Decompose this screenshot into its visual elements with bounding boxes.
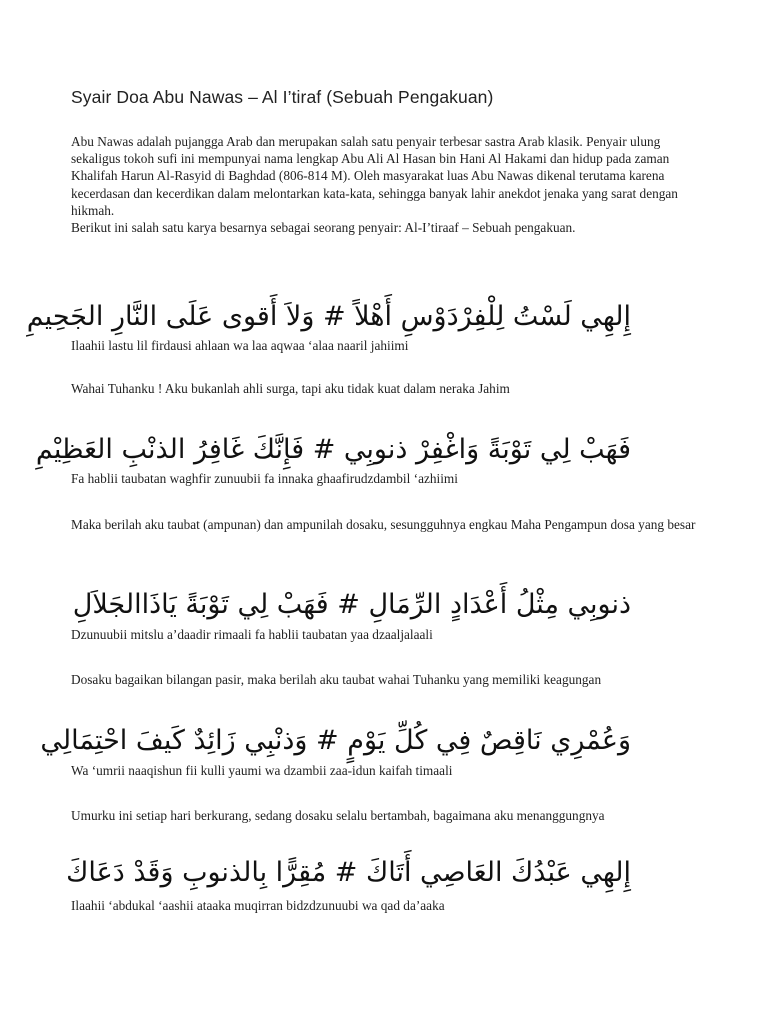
- verse-5-transliteration: Ilaahii ‘abdukal ‘aashii ataaka muqirran bidzdzunuubi wa qad da’aaka: [71, 898, 445, 913]
- verse-3-transliteration: Dzunuubii mitslu a’daadir rimaali fa hablii taubatan yaa dzaaljalaali: [71, 627, 433, 642]
- verse-4-arabic: وَعُمْرِي نَاقِصٌ فِي كُلِّ يَوْمٍ # وَذنْبِي زَائِدٌ كَيفَ احْتِمَالِي: [40, 725, 631, 756]
- verse-2-meaning: Maka berilah aku taubat (ampunan) dan ampunilah dosaku, sesungguhnya engkau Maha Pengampun dosa yang besar: [71, 517, 696, 532]
- verse-3-meaning: Dosaku bagaikan bilangan pasir, maka berilah aku taubat wahai Tuhanku yang memiliki keagungan: [71, 672, 602, 687]
- verse-1-arabic: إِلهِي لَسْتُ لِلْفِرْدَوْسِ أَهْلاً # وَلاَ أَقوى عَلَى النَّارِ الجَحِيمِ: [26, 301, 631, 332]
- verse-2-transliteration: Fa hablii taubatan waghfir zunuubii fa innaka ghaafirudzdambil ‘azhiimi: [71, 471, 458, 486]
- page-title: Syair Doa Abu Nawas – Al I’tiraf (Sebuah Pengakuan): [71, 87, 494, 107]
- verse-1-meaning: Wahai Tuhanku ! Aku bukanlah ahli surga, tapi aku tidak kuat dalam neraka Jahim: [71, 381, 510, 396]
- verse-4-meaning: Umurku ini setiap hari berkurang, sedang dosaku selalu bertambah, bagaimana aku menanggungnya: [71, 808, 605, 823]
- verse-1-transliteration: Ilaahii lastu lil firdausi ahlaan wa laa aqwaa ‘alaa naaril jahiimi: [71, 338, 409, 353]
- intro-section: [71, 133, 699, 236]
- verse-2-arabic: فَهَبْ لِي تَوْبَةً وَاغْفِرْ ذنوبِي # فَإِنَّكَ غَافِرُ الذنْبِ العَظِيْمِ: [35, 434, 631, 465]
- verse-4-transliteration: Wa ‘umrii naaqishun fii kulli yaumi wa dzambii zaa-idun kaifah timaali: [71, 763, 453, 778]
- verse-5-arabic: إِلهِي عَبْدُكَ العَاصِي أَتَاكَ # مُقِرًّا بِالذنوبِ وَقَدْ دَعَاكَ: [66, 857, 631, 888]
- document-page: [26, 0, 711, 1024]
- intro-line: Berikut ini salah satu karya besarnya sebagai seorang penyair: Al-I’tiraaf – Sebuah pengakuan.: [71, 220, 576, 236]
- intro-paragraph: Abu Nawas adalah pujangga Arab dan merupakan salah satu penyair terbesar sastra Arab klasik. Penyair ulung sekaligus tokoh sufi ini mempunyai nama lengkap Abu Ali Al Hasan bin Hani Al Hakami dan hidup pada zaman Khalifah Harun Al-Rasyid di Baghdad (806-814 M). Oleh masyarakat luas Abu Nawas dikenal terutama karena kecerdasan dan kecerdikan dalam melontarkan kata-kata, sehingga banyak lahir anekdot jenaka yang sarat dengan hikmah.: [71, 134, 678, 218]
- verse-3-arabic: ذنوبِي مِثْلُ أَعْدَادٍ الرِّمَالِ # فَهَبْ لِي تَوْبَةً يَاذَاالجَلاَلِ: [72, 589, 631, 620]
